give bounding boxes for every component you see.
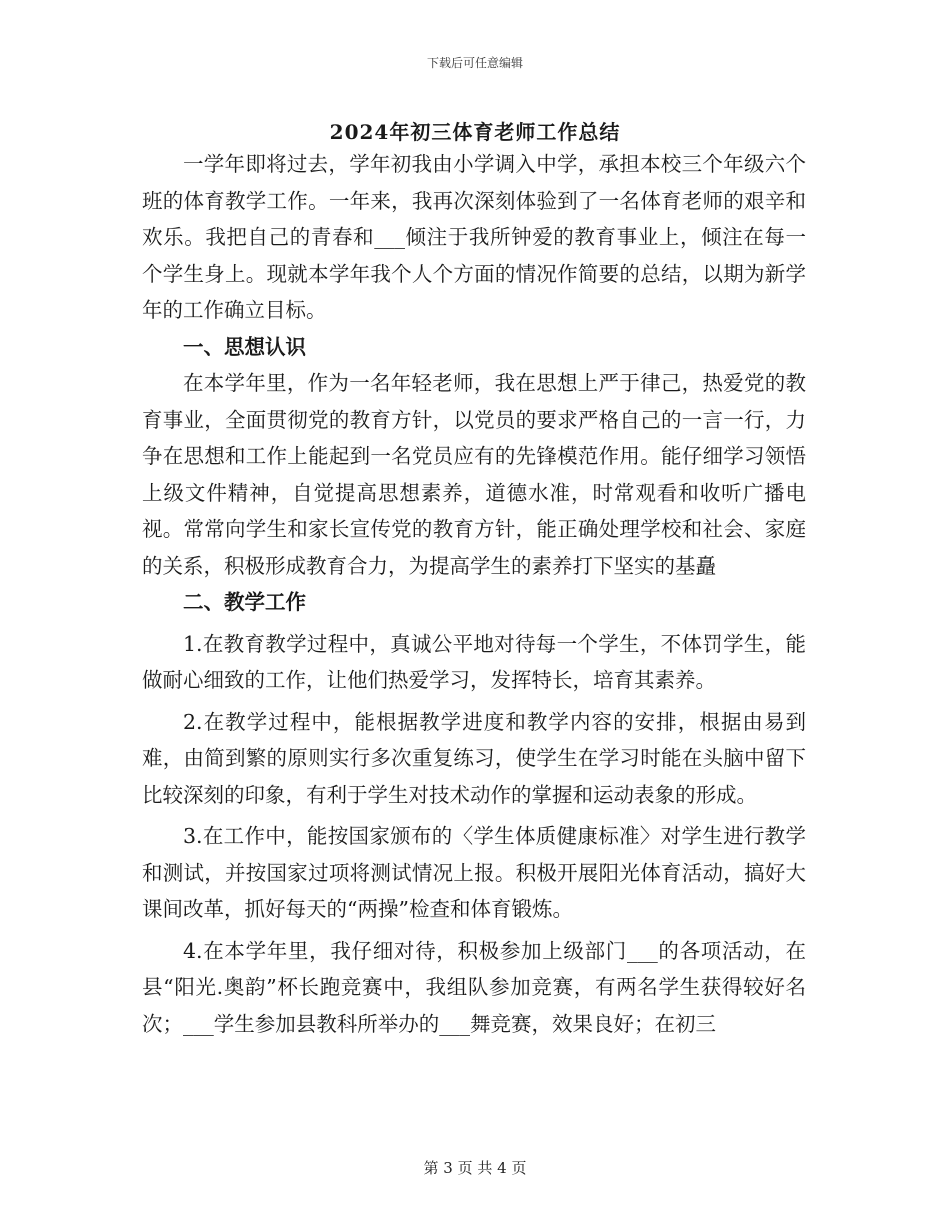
teaching-item-3: 3.在工作中，能按国家颁布的〈学生体质健康标准〉对学生进行教学和测试，并按国家过项将测试情况上报。积极开展阳光体育活动，搞好大课间改革，抓好每天的“两操”检查和体育锻炼。 bbox=[142, 824, 806, 921]
teaching-item-4: 4.在本学年里，我仔细对待，积极参加上级部门___的各项活动，在县“阳光.奥韵”杯长跑竞赛中，我组队参加竞赛，有两名学生获得较好名次；___学生参加县教科所举办的___舞竞赛，效果良好；在初三 bbox=[142, 938, 806, 1036]
teaching-item-1: 1.在教育教学过程中，真诚公平地对待每一个学生，不体罚学生，能做耐心细致的工作，让他们热爱学习，发挥特长，培育其素养。 bbox=[142, 631, 806, 692]
document-title: 2024年初三体育老师工作总结 bbox=[329, 120, 621, 144]
ideology-paragraph: 在本学年里，作为一名年轻老师，我在思想上严于律己，热爱党的教育事业，全面贯彻党的教育方针，以党员的要求严格自己的一言一行，力争在思想和工作上能起到一名党员应有的先锋模范作用。能仔细学习领悟上级文件精神，自觉提高思想素养，道德水准，时常观看和收听广播电视。常常向学生和家长宣传党的教育方针，能正确处理学校和社会、家庭的关系，积极形成教育合力，为提高学生的素养打下坚实的基矗 bbox=[142, 371, 806, 578]
section-heading-ideology: 一、思想认识 bbox=[183, 334, 306, 359]
teaching-item-2: 2.在教学过程中，能根据教学进度和教学内容的安排，根据由易到难，由简到繁的原则实行多次重复练习，使学生在学习时能在头脑中留下比较深刻的印象，有利于学生对技术动作的掌握和运动表象的形成。 bbox=[142, 709, 806, 807]
page-number: 第 3 页 共 4 页 bbox=[423, 1159, 527, 1177]
header-note: 下载后可任意编辑 bbox=[426, 56, 523, 70]
intro-paragraph: 一学年即将过去，学年初我由小学调入中学，承担本校三个年级六个班的体育教学工作。一年来，我再次深刻体验到了一名体育老师的艰辛和欢乐。我把自己的青春和___倾注于我所钟爱的教育事业上，倾注在每一个学生身上。现就本学年我个人个方面的情况作简要的总结，以期为新学年的工作确立目标。 bbox=[142, 152, 806, 322]
document-body bbox=[142, 146, 806, 1042]
section-heading-teaching: 二、教学工作 bbox=[183, 590, 306, 614]
